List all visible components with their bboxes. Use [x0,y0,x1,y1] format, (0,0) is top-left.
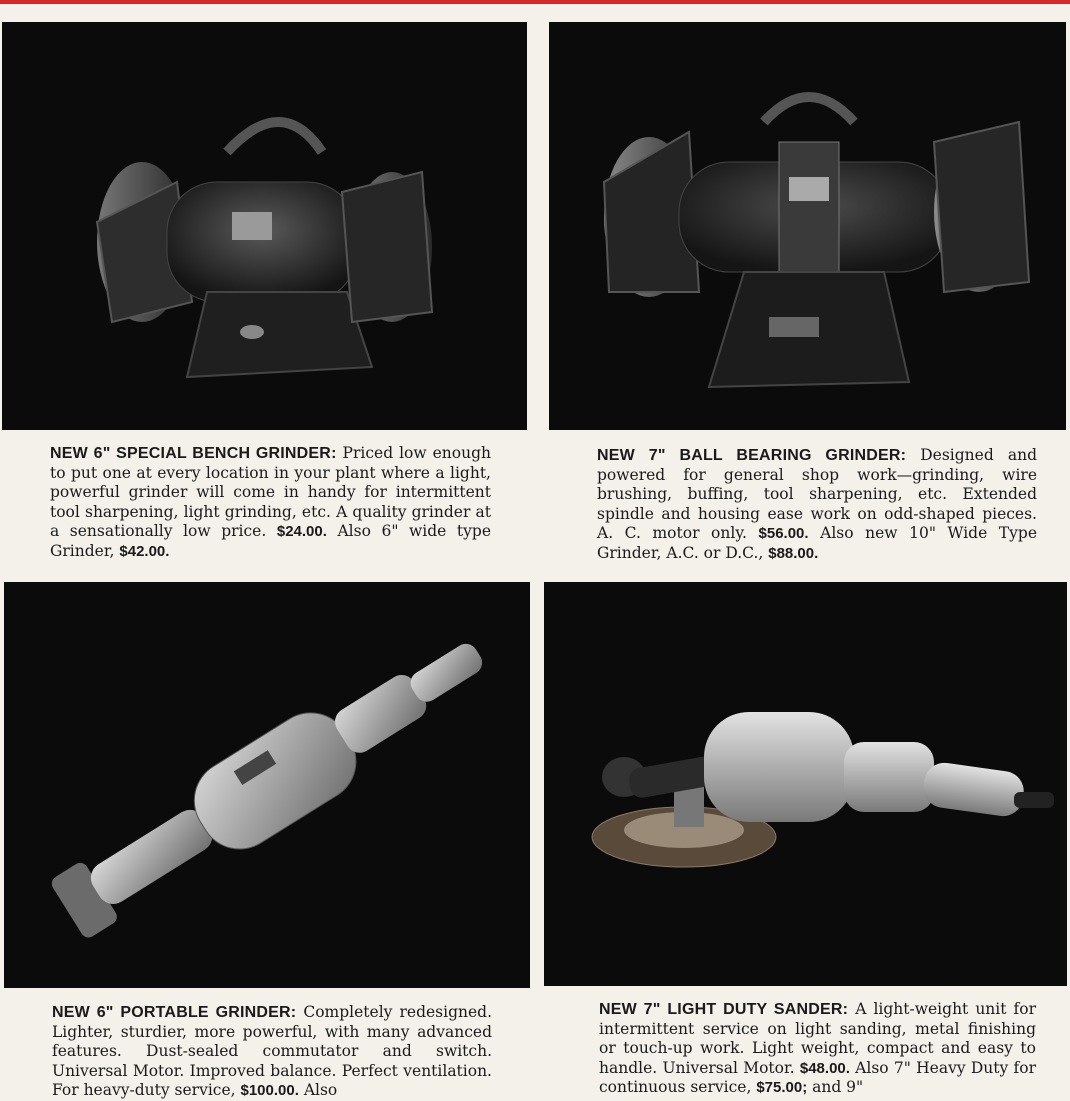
light-duty-sander-title: NEW 7" LIGHT DUTY SANDER: [599,1001,849,1018]
bench-grinder-also: Also 6" wide type Grinder, [50,522,491,560]
bench-grinder-description: Priced low enough to put one at every location in your plant where a light, powerful grinder will come in handy for intermittent tool sharpening, light grinding, etc. A quality grinder at a sensationally low price. [50,444,491,541]
ball-bearing-grinder-description: Designed and powered for general shop work—grinding, wire brushing, buffing, tool sharpening, etc. Extended spindle and housing ease work on odd-shaped pieces. A. C. motor only. [597,446,1037,543]
bench-grinder-caption [50,444,491,562]
light-duty-sander-image [544,582,1067,986]
portable-grinder-description: Completely redesigned. Lighter, sturdier, more powerful, with many advanced features. Dust-sealed commutator and switch. Universal Motor. Improved balance. Perfect ventilation. For heavy-duty service, [52,1003,492,1100]
portable-grinder-title: NEW 6" PORTABLE GRINDER: [52,1004,297,1021]
wide-grinder-price: $42.00. [119,542,170,560]
bench-grinder-title: NEW 6" SPECIAL BENCH GRINDER: [50,445,337,462]
portable-grinder-image [4,582,530,988]
bench-grinder-price: $24.00. [276,523,327,541]
bench-grinder-photo [2,22,527,430]
light-duty-sander-photo [544,582,1067,986]
heavy-duty-sander-price: $75.00; [756,1079,808,1097]
bench-grinder-image [2,22,527,430]
portable-grinder-price: $100.00. [240,1082,299,1100]
nine-inch-sander-text: and 9" [807,1078,864,1097]
ball-bearing-grinder-image [549,22,1066,430]
portable-grinder-photo [4,582,530,988]
ball-bearing-grinder-price: $56.00. [758,525,809,543]
ball-bearing-grinder-caption [597,446,1037,564]
portable-grinder-caption [52,1003,492,1101]
light-duty-sander-caption [599,1000,1036,1098]
wide-type-grinder-price: $88.00. [768,544,819,562]
light-duty-sander-description: A light-weight unit for intermittent service on light sanding, metal finishing or touch-up work. Light weight, compact and easy to handle. Universal Motor. [599,1000,1036,1077]
light-duty-sander-price: $48.00. [799,1059,850,1077]
ball-bearing-grinder-also: Also new 10" Wide Type Grinder, A.C. or D.C., [597,524,1037,562]
portable-grinder-also: Also [298,1081,338,1100]
heavy-duty-sander-text: Also 7" Heavy Duty for continuous service, [599,1058,1036,1097]
ball-bearing-grinder-title: NEW 7" BALL BEARING GRINDER: [597,447,907,464]
ball-bearing-grinder-photo [549,22,1066,430]
top-red-rule [0,0,1070,4]
